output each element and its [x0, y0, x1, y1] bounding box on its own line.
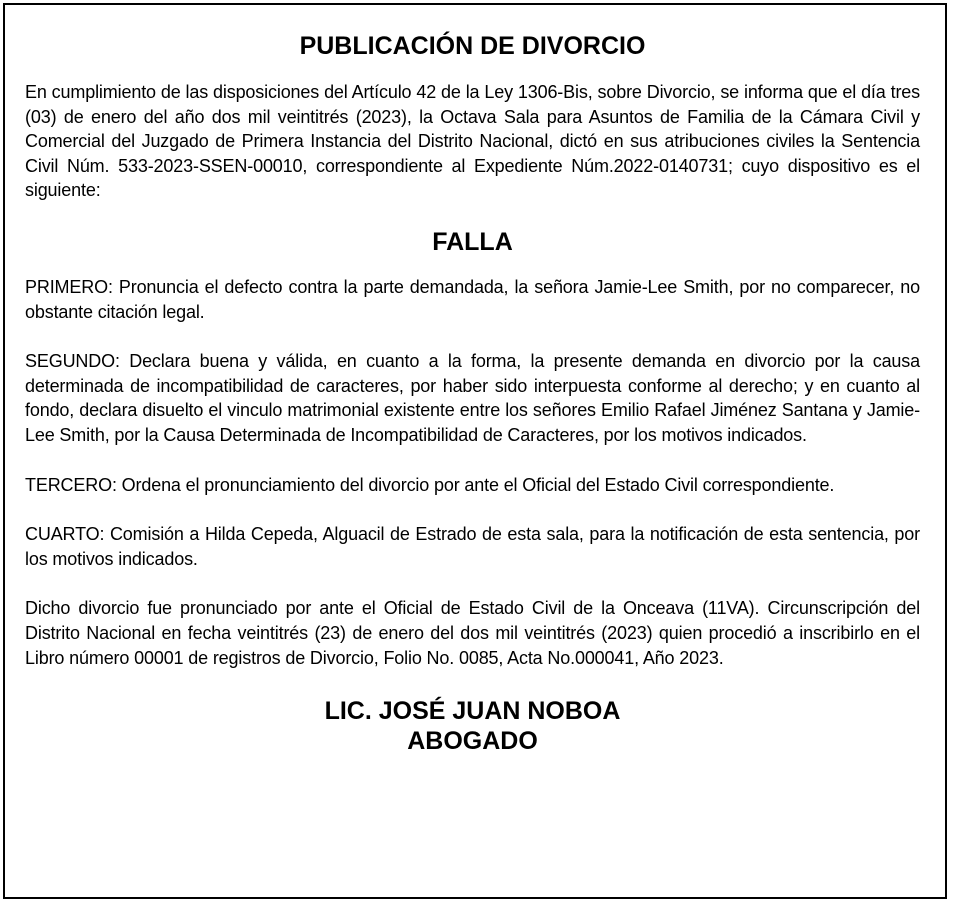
segundo-paragraph: SEGUNDO: Declara buena y válida, en cuanto a la forma, la presente demanda en divorcio por la causa determinada de incompatibilidad de caracteres, por haber sido interpuesta conforme al derecho; y en cuanto al fondo, declara disuelto el vinculo matrimonial existente entre los señores Emilio Rafael Jiménez Santana y Jamie- Lee Smith, por la Causa Determinada de Incompatibilidad de Caracteres, por los motivos indicados. — [25, 351, 920, 445]
notice-title: PUBLICACIÓN DE DIVORCIO — [299, 32, 646, 60]
signature-role: ABOGADO — [407, 727, 538, 756]
signature-block — [25, 696, 920, 756]
cuarto-paragraph: CUARTO: Comisión a Hilda Cepeda, Alguacil de Estrado de esta sala, para la notificación de esta sentencia, por los motivos indicados. — [25, 524, 920, 569]
primero-paragraph: PRIMERO: Pronuncia el defecto contra la parte demandada, la señora Jamie-Lee Smith, por no comparecer, no obstante citación legal. — [25, 276, 920, 322]
intro-paragraph: En cumplimiento de las disposiciones del Artículo 42 de la Ley 1306-Bis, sobre Divorcio, se informa que el día tres (03) de enero del año dos mil veintitrés (2023), la Octava Sala para Asuntos de Familia de la Cámara Civil y Comercial del Juzgado de Primera Instancia del Distrito Nacional, dictó en sus atribuciones civiles la Sentencia Civil Núm. 533-2023-SSEN-00010, correspondiente al Expediente Núm.2022-0140731; cuyo dispositivo es el siguiente: — [25, 82, 920, 201]
tercero-paragraph: TERCERO: Ordena el pronunciamiento del divorcio por ante el Oficial del Estado Civil correspondiente. — [25, 474, 835, 495]
signature-name: LIC. JOSÉ JUAN NOBOA — [324, 697, 621, 726]
falla-heading: FALLA — [432, 227, 513, 256]
divorce-publication-notice — [3, 3, 947, 899]
closing-paragraph: Dicho divorcio fue pronunciado por ante el Oficial de Estado Civil de la Onceava (11VA). Circunscripción del Distrito Nacional en fecha veintitrés (23) de enero del dos mil veintitrés (2023) quien procedió a inscribirlo en el Libro número 00001 de registros de Divorcio, Folio No. 0085, Acta No.000041, Año 2023. — [25, 598, 920, 668]
